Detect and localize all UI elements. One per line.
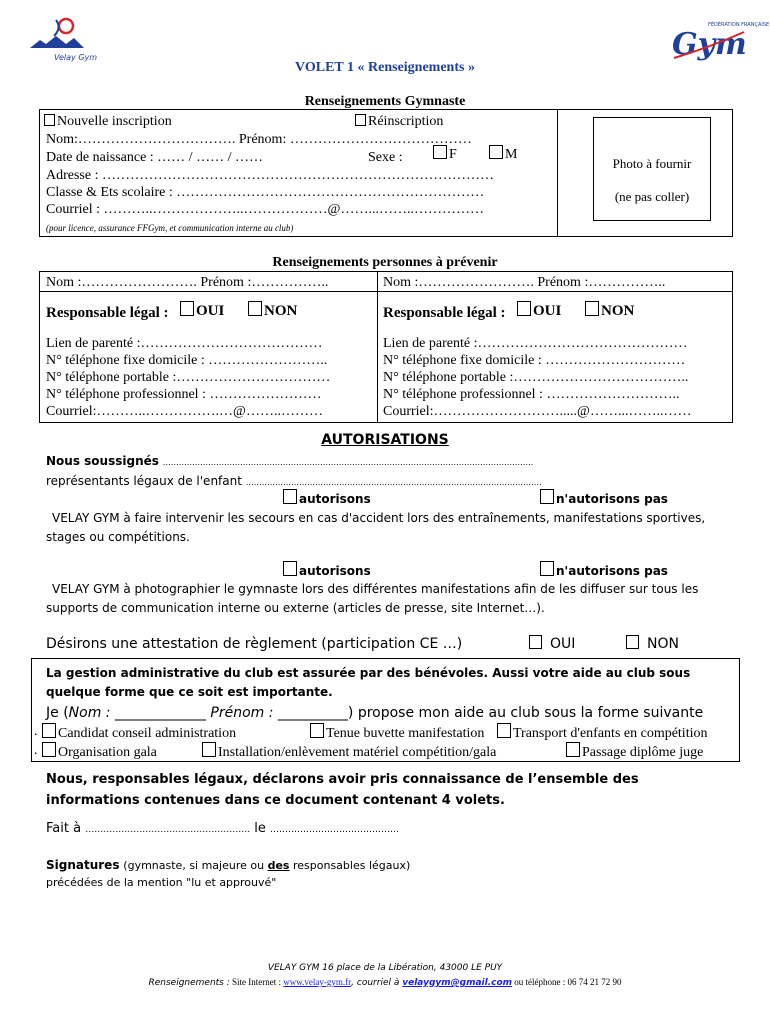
prevenir-2-oui-checkbox[interactable] <box>517 301 531 316</box>
option-gala-checkbox[interactable] <box>42 742 56 757</box>
option-buvette-label: Tenue buvette manifestation <box>326 726 485 741</box>
nouvelle-inscription-checkbox[interactable] <box>44 114 55 126</box>
footer-email-link[interactable]: velaygym@gmail.com <box>402 978 513 988</box>
fait-le-field[interactable]: ……………………………………. <box>269 825 399 835</box>
gymnaste-heading: Renseignements Gymnaste <box>304 94 466 109</box>
prevenir-2-fixe-field[interactable]: N° téléphone fixe domicile : ………………………… <box>383 353 686 368</box>
secours-text: VELAY GYM à faire intervenir les secours en cas d'accident lors des entraînements, manifestations sportives, stages ou compétitions. <box>46 511 706 544</box>
gymnaste-box-divider <box>557 109 558 237</box>
prevenir-1-portable-field[interactable]: N° téléphone portable :…………………………… <box>46 370 331 385</box>
photo-n-autorisons-checkbox[interactable] <box>540 561 554 576</box>
fait-le-label: le <box>254 821 266 836</box>
option-candidat-label: Candidat conseil administration <box>58 726 237 741</box>
reinscription-checkbox[interactable] <box>355 114 366 126</box>
ffgym-logo-caption: FÉDÉRATION FRANÇAISE <box>708 22 770 28</box>
prevenir-2-nom-field[interactable]: Nom :……………………. Prénom :…………….. <box>383 275 666 290</box>
secours-autorisons-label: autorisons <box>299 492 371 506</box>
attestation-non-label: NON <box>647 636 679 652</box>
prevenir-1-nom-field[interactable]: Nom :……………………. Prénom :…………….. <box>46 275 329 290</box>
benevole-prenom-field[interactable]: __________ <box>277 705 348 721</box>
option-diplome-checkbox[interactable] <box>566 742 580 757</box>
prevenir-col-1 <box>46 274 374 420</box>
footer-renseignements: Renseignements : <box>148 978 230 988</box>
photo-line1: Photo à fournir <box>612 156 692 171</box>
prevenir-1-lien-field[interactable]: Lien de parenté :………………………………… <box>46 336 323 351</box>
reinscription-label: Réinscription <box>368 114 444 129</box>
soussignes-field[interactable]: …………………………………………………………………………………………………………………………. <box>162 458 534 467</box>
je-propose-row <box>46 704 738 722</box>
attestation-oui-label: OUI <box>550 636 576 652</box>
prevenir-2-responsable-label: Responsable légal : <box>383 305 506 321</box>
autorisations-heading <box>0 432 770 448</box>
prevenir-1-oui-label: OUI <box>196 303 225 319</box>
prevenir-1-courriel-field[interactable]: Courriel:………..…………….…@……..……… <box>46 404 323 419</box>
benevole-nom-field[interactable]: _____________ <box>114 705 206 721</box>
footer-address: VELAY GYM 16 place de la Libération, 43000 LE PUY <box>267 963 503 973</box>
courriel-field[interactable]: Courriel : ………..………………..………………@……...……..…………… <box>46 202 484 217</box>
option-gala-label: Organisation gala <box>58 745 157 760</box>
secours-n-autorisons-label: n'autorisons pas <box>556 492 668 506</box>
benevole-prenom-label: Prénom : <box>205 705 278 721</box>
page-title-text: VOLET 1 « Renseignements » <box>295 60 475 75</box>
velay-gym-logo <box>26 14 98 64</box>
gymnaste-fields <box>46 113 556 234</box>
prevenir-2-lien-field[interactable]: Lien de parenté :……………………………………… <box>383 336 688 351</box>
footer-site-link[interactable]: www.velay-gym.fr <box>283 977 352 987</box>
prevenir-1-responsable-label: Responsable légal : <box>46 305 169 321</box>
attestation-label: Désirons une attestation de règlement (participation CE …) <box>46 636 463 652</box>
secours-autorisons-checkbox[interactable] <box>283 489 297 504</box>
prevenir-2-courriel-field[interactable]: Courriel:……………………….....@……...……..…… <box>383 404 692 419</box>
ffgym-logo-text: Gym <box>672 27 747 62</box>
footer-contact <box>0 977 770 988</box>
signatures-row <box>46 856 736 875</box>
prevenir-2-non-checkbox[interactable] <box>585 301 599 316</box>
photo-line2: (ne pas coller) <box>614 189 690 204</box>
fait-a-field[interactable]: ………………………………………………. <box>85 825 251 835</box>
benevoles-intro: La gestion administrative du club est assurée par des bénévoles. Aussi votre aide au club sous quelque forme que ce soit est importante. <box>46 666 691 699</box>
adresse-field[interactable]: Adresse : ………………………………………………………………………… <box>46 168 494 183</box>
date-naissance-field[interactable]: Date de naissance : …… / …… / …… <box>46 150 263 165</box>
option-candidat-checkbox[interactable] <box>42 723 56 738</box>
benevole-nom-label: Nom : <box>68 705 115 721</box>
attestation-non-checkbox[interactable] <box>626 635 639 649</box>
option-buvette-checkbox[interactable] <box>310 723 324 738</box>
prevenir-col-2 <box>383 274 729 420</box>
signatures-mention: précédées de la mention "lu et approuvé" <box>46 876 277 889</box>
photo-autorisons-checkbox[interactable] <box>283 561 297 576</box>
soussignes-label: Nous soussignés <box>46 454 159 468</box>
attestation-oui-checkbox[interactable] <box>529 635 542 649</box>
sexe-label: Sexe : <box>368 150 403 165</box>
secours-n-autorisons-checkbox[interactable] <box>540 489 554 504</box>
velay-gym-logo-text: Velay Gym <box>54 53 98 62</box>
option-diplome-label: Passage diplôme juge <box>582 745 704 760</box>
footer-courriel-label: , courriel à <box>351 978 403 988</box>
autorisations-heading-text: AUTORISATIONS <box>321 432 449 448</box>
photo-box <box>593 117 711 221</box>
nouvelle-inscription-label: Nouvelle inscription <box>57 114 172 129</box>
classe-field[interactable]: Classe & Ets scolaire : ………………………………………………………… <box>46 185 485 200</box>
option-installation-label: Installation/enlèvement matériel compétition/gala <box>218 745 497 760</box>
je-suffix: ) propose mon aide au club sous la forme suivante <box>347 705 704 721</box>
option-transport-label: Transport d'enfants en compétition <box>513 726 708 741</box>
signatures-des: des <box>267 859 290 872</box>
sexe-m-label: M <box>505 147 518 162</box>
ffgym-logo <box>668 18 770 64</box>
signatures-paren-end: responsables légaux) <box>289 859 411 872</box>
prevenir-1-fixe-field[interactable]: N° téléphone fixe domicile : …………………….. <box>46 353 328 368</box>
prevenir-1-non-checkbox[interactable] <box>248 301 262 316</box>
prevenir-2-oui-label: OUI <box>533 303 562 319</box>
prevenir-box-divider <box>377 271 378 423</box>
sexe-f-label: F <box>449 147 457 162</box>
attestation-row <box>46 635 746 653</box>
fait-a-label: Fait à <box>46 821 82 836</box>
je-prefix: Je ( <box>46 705 69 721</box>
prevenir-2-non-label: NON <box>601 303 635 319</box>
signatures-paren-start: (gymnaste, si majeure ou <box>123 859 268 872</box>
photo-n-autorisons-label: n'autorisons pas <box>556 564 668 578</box>
nom-prenom-field[interactable]: Nom:……………………………. Prénom: ………………………………… <box>46 132 472 147</box>
option-installation-checkbox[interactable] <box>202 742 216 757</box>
option-transport-checkbox[interactable] <box>497 723 511 738</box>
sexe-f-checkbox[interactable] <box>433 145 447 159</box>
autorisations-body <box>46 452 736 492</box>
representants-field[interactable]: ………………………………………………………………………………………………… <box>245 478 542 487</box>
footer-site-label: Site Internet : <box>229 977 284 987</box>
prevenir-2-portable-field[interactable]: N° téléphone portable :……………………………….. <box>383 370 689 385</box>
declaration-text: Nous, responsables légaux, déclarons avoir pris connaissance de l’ensemble des informations contenues dans ce document contenant 4 volets. <box>46 772 639 808</box>
sexe-m-checkbox[interactable] <box>489 145 503 159</box>
licence-note: (pour licence, assurance FFGym, et communication interne au club) <box>46 223 294 233</box>
photo-text: VELAY GYM à photographier le gymnaste lors des différentes manifestations afin de les diffuser sur tous les supports de communication interne ou externe (articles de presse, site Internet…). <box>46 582 699 615</box>
prevenir-heading: Renseignements personnes à prévenir <box>272 255 498 270</box>
prevenir-1-pro-field[interactable]: N° téléphone professionnel : …………………… <box>46 387 322 402</box>
signatures-label: Signatures <box>46 858 120 872</box>
prevenir-1-oui-checkbox[interactable] <box>180 301 194 316</box>
page-title <box>0 60 770 76</box>
fait-row <box>46 820 736 839</box>
footer-tel: ou téléphone : 06 74 21 72 90 <box>512 977 622 987</box>
prevenir-2-pro-field[interactable]: N° téléphone professionnel : ……………………….. <box>383 387 680 402</box>
prevenir-1-non-label: NON <box>264 303 298 319</box>
photo-autorisons-label: autorisons <box>299 564 371 578</box>
aide-options: . Candidat conseil administration Tenue buvette manifestation Transport d'enfants en compétition . Organisation gala Installation/enlèvement matériel compétition/gala Passage diplôme juge <box>34 724 708 760</box>
representants-label: représentants légaux de l'enfant <box>46 474 242 488</box>
